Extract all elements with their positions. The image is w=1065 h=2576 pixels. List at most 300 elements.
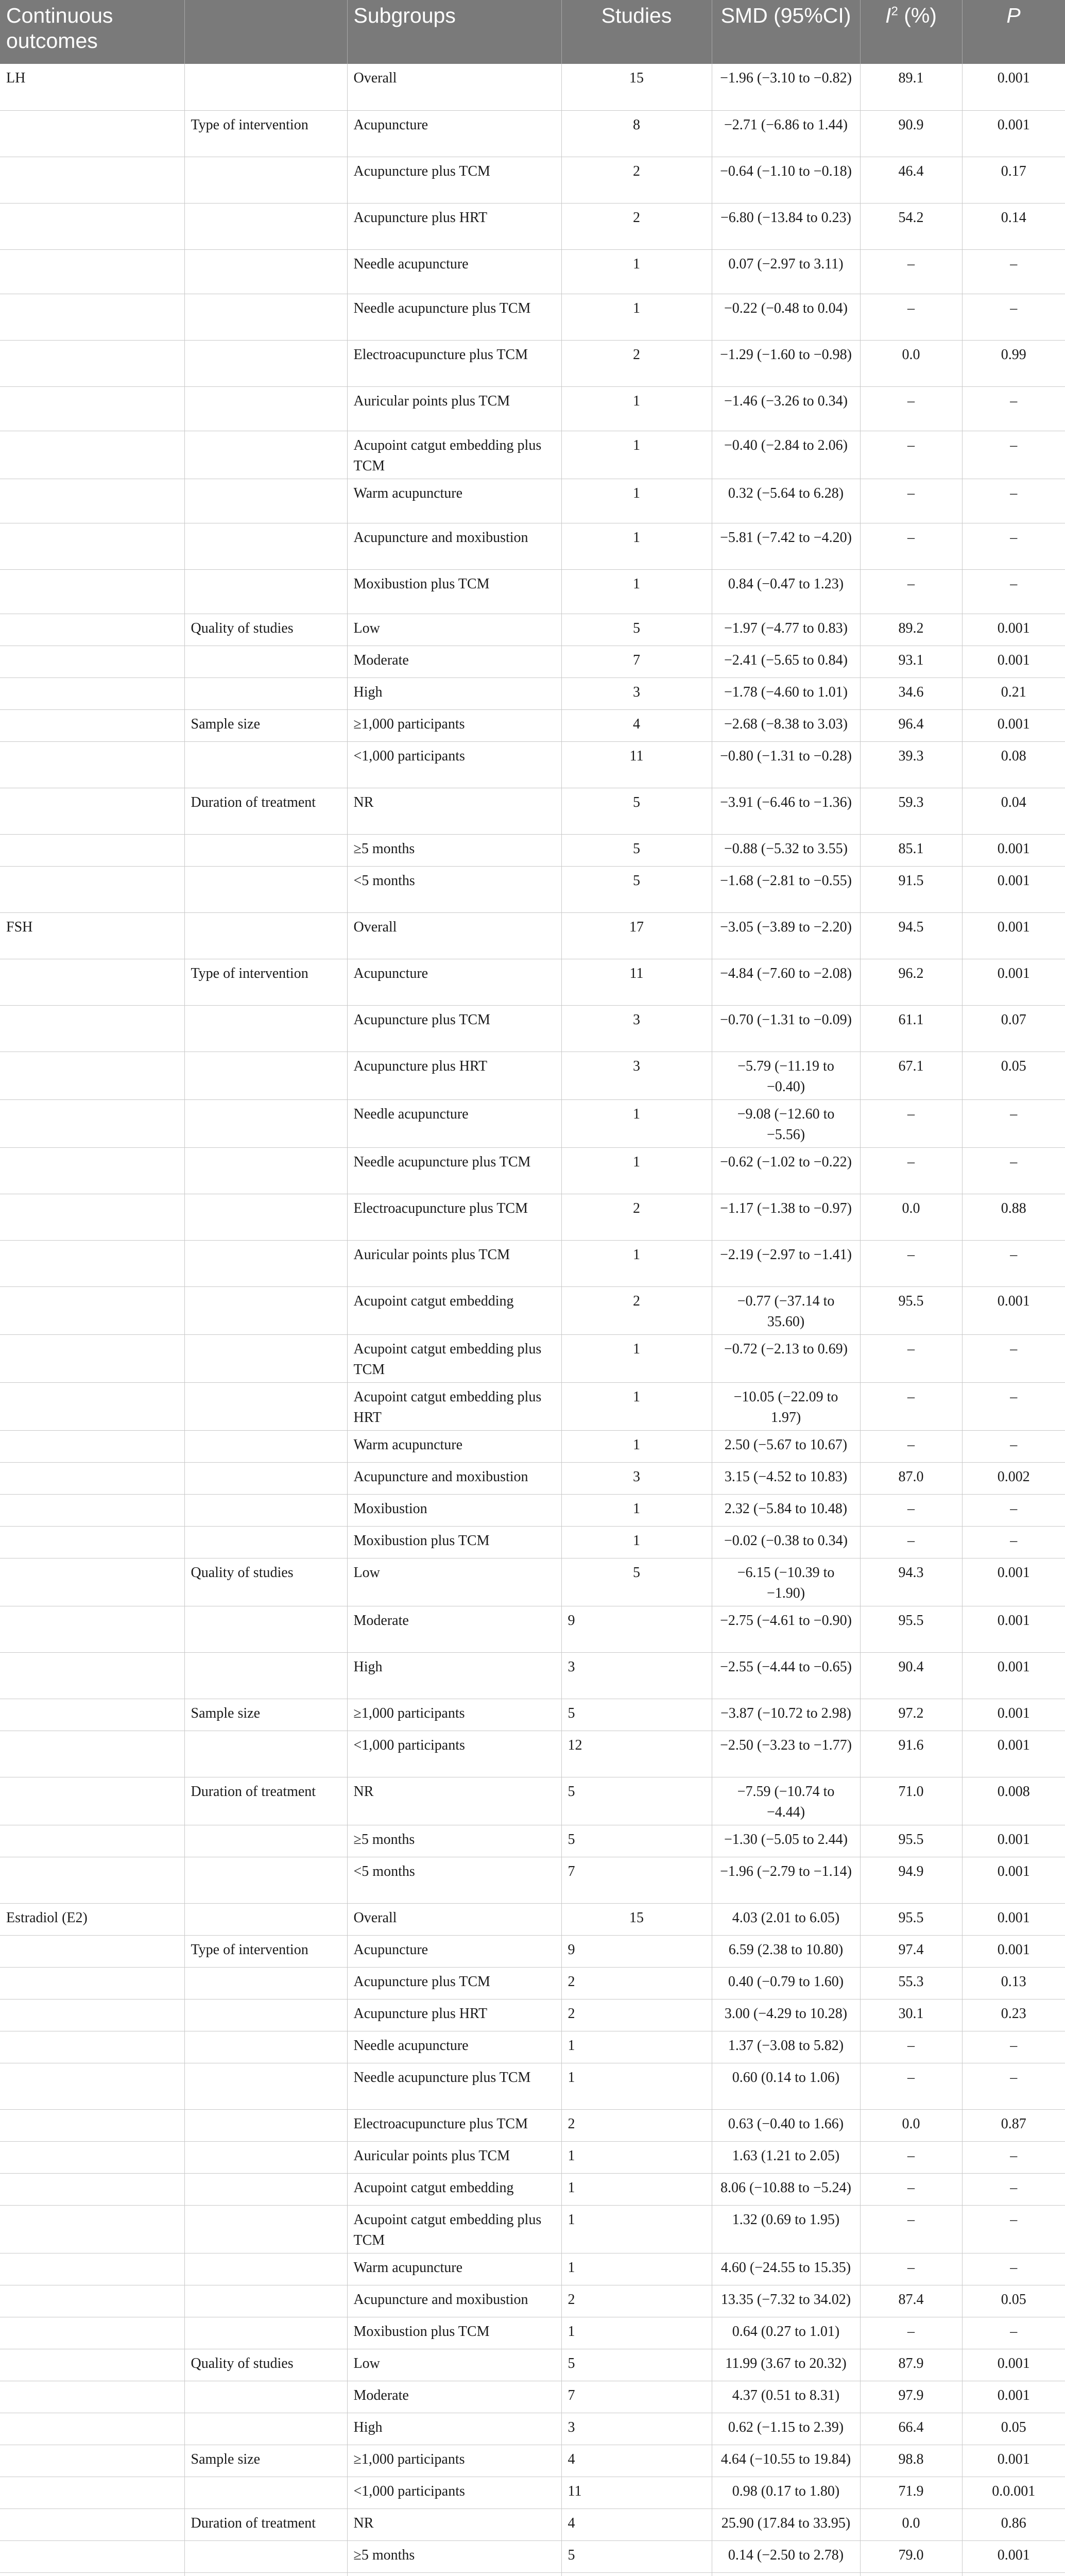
cell-studies: 1	[561, 2317, 712, 2349]
cell-i2: –	[860, 479, 962, 523]
cell-subgroup-category: Type of intervention	[184, 1935, 347, 1967]
cell-studies: 5	[561, 1699, 712, 1731]
cell-outcome	[0, 646, 184, 677]
cell-subgroup: Warm acupuncture	[347, 479, 561, 523]
cell-studies: 1	[561, 2141, 712, 2173]
cell-i2: 94.5	[860, 912, 962, 959]
cell-outcome	[0, 110, 184, 157]
cell-i2: 61.1	[860, 1005, 962, 1052]
table-row	[0, 2381, 1065, 2413]
cell-i2: 54.2	[860, 203, 962, 249]
cell-subgroup-category	[184, 1286, 347, 1334]
cell-subgroup-category	[184, 386, 347, 431]
cell-studies: 4	[561, 2509, 712, 2540]
table-row	[0, 677, 1065, 709]
cell-smd: −1.96 (−3.10 to −0.82)	[712, 64, 860, 110]
cell-p-value: 0.001	[962, 2381, 1065, 2413]
cell-subgroup: Low	[347, 1558, 561, 1606]
table-row	[0, 2445, 1065, 2477]
cell-subgroup: <1,000 participants	[347, 741, 561, 788]
cell-subgroup: Acupoint catgut embedding plus TCM	[347, 2205, 561, 2253]
cell-i2: –	[860, 2173, 962, 2205]
header-i2	[860, 0, 962, 64]
cell-outcome	[0, 866, 184, 912]
table-row	[0, 2349, 1065, 2381]
cell-subgroup: NR	[347, 788, 561, 834]
cell-studies: 1	[561, 1382, 712, 1430]
cell-i2: 95.5	[860, 1903, 962, 1935]
cell-i2: 91.5	[860, 866, 962, 912]
cell-smd: −1.17 (−1.38 to −0.97)	[712, 1194, 860, 1240]
cell-studies: 2	[561, 340, 712, 386]
cell-subgroup-category	[184, 2477, 347, 2509]
cell-p-value: 0.04	[962, 788, 1065, 834]
cell-subgroup: ≥1,000 participants	[347, 709, 561, 741]
cell-studies: 2	[561, 1194, 712, 1240]
cell-p-value: –	[962, 1494, 1065, 1526]
cell-smd: −5.79 (−11.19 to −0.40)	[712, 1052, 860, 1099]
table-row	[0, 1999, 1065, 2031]
cell-smd: 0.63 (−0.40 to 1.66)	[712, 2109, 860, 2141]
cell-smd: −0.62 (−1.02 to −0.22)	[712, 1147, 860, 1194]
cell-outcome	[0, 1558, 184, 1606]
cell-p-value: –	[962, 1099, 1065, 1147]
cell-subgroup-category	[184, 912, 347, 959]
cell-subgroup: Overall	[347, 912, 561, 959]
cell-smd: −7.59 (−10.74 to −4.44)	[712, 1777, 860, 1825]
cell-studies: 5	[561, 866, 712, 912]
cell-p-value: 0.001	[962, 2445, 1065, 2477]
header-i2-superscript: 2	[891, 4, 898, 19]
cell-i2: 0.0	[860, 340, 962, 386]
cell-outcome	[0, 614, 184, 646]
cell-smd: 1.63 (1.21 to 2.05)	[712, 2141, 860, 2173]
cell-p-value: 0.87	[962, 2109, 1065, 2141]
table-row	[0, 523, 1065, 569]
cell-smd: −4.84 (−7.60 to −2.08)	[712, 959, 860, 1005]
cell-i2: 66.4	[860, 2413, 962, 2445]
cell-p-value: –	[962, 523, 1065, 569]
cell-outcome	[0, 788, 184, 834]
table-row	[0, 1462, 1065, 1494]
cell-subgroup: Needle acupuncture plus TCM	[347, 1147, 561, 1194]
cell-i2: 95.5	[860, 1286, 962, 1334]
cell-subgroup: Auricular points plus TCM	[347, 2141, 561, 2173]
cell-outcome	[0, 1777, 184, 1825]
cell-i2: 96.2	[860, 959, 962, 1005]
cell-subgroup-category	[184, 2205, 347, 2253]
cell-i2: –	[860, 2205, 962, 2253]
cell-subgroup: Acupoint catgut embedding	[347, 2173, 561, 2205]
cell-p-value: 0.001	[962, 646, 1065, 677]
cell-p-value: 0.001	[962, 1731, 1065, 1777]
cell-subgroup-category: Quality of studies	[184, 1558, 347, 1606]
cell-p-value: 0.001	[962, 709, 1065, 741]
cell-p-value: –	[962, 1526, 1065, 1558]
cell-outcome	[0, 1935, 184, 1967]
cell-i2: 87.9	[860, 2349, 962, 2381]
cell-p-value: 0.001	[962, 1652, 1065, 1699]
cell-p-value: 0.05	[962, 2413, 1065, 2445]
cell-subgroup-category	[184, 1194, 347, 1240]
cell-outcome	[0, 1005, 184, 1052]
table-row	[0, 2173, 1065, 2205]
cell-outcome	[0, 1286, 184, 1334]
cell-p-value: 0.001	[962, 1935, 1065, 1967]
cell-subgroup: ≥1,000 participants	[347, 1699, 561, 1731]
table-row	[0, 157, 1065, 203]
cell-subgroup: Needle acupuncture	[347, 249, 561, 294]
header-subgroups: Subgroups	[347, 0, 561, 64]
cell-outcome	[0, 1652, 184, 1699]
cell-outcome	[0, 834, 184, 866]
cell-subgroup-category	[184, 203, 347, 249]
table-row	[0, 1240, 1065, 1286]
cell-p-value: 0.001	[962, 2540, 1065, 2572]
table-row	[0, 2572, 1065, 2576]
cell-i2: 79.0	[860, 2540, 962, 2572]
cell-subgroup: ≥5 months	[347, 834, 561, 866]
cell-smd	[712, 2572, 860, 2576]
cell-p-value: 0.86	[962, 2509, 1065, 2540]
cell-subgroup: <5 months	[347, 1857, 561, 1903]
cell-p-value: 0.13	[962, 1967, 1065, 1999]
cell-p-value: 0.0.001	[962, 2477, 1065, 2509]
cell-subgroup: Auricular points plus TCM	[347, 386, 561, 431]
cell-i2: 46.4	[860, 157, 962, 203]
cell-smd: 1.37 (−3.08 to 5.82)	[712, 2031, 860, 2063]
cell-outcome	[0, 2285, 184, 2317]
cell-outcome	[0, 1334, 184, 1382]
header-blank	[184, 0, 347, 64]
cell-subgroup: Acupuncture and moxibustion	[347, 1462, 561, 1494]
cell-subgroup-category	[184, 2285, 347, 2317]
cell-studies: 11	[561, 959, 712, 1005]
cell-subgroup: Moderate	[347, 2381, 561, 2413]
cell-smd: 0.98 (0.17 to 1.80)	[712, 2477, 860, 2509]
cell-outcome	[0, 2109, 184, 2141]
cell-studies: 12	[561, 1731, 712, 1777]
table-row	[0, 1777, 1065, 1825]
cell-subgroup: ≥5 months	[347, 2540, 561, 2572]
cell-smd: −2.55 (−4.44 to −0.65)	[712, 1652, 860, 1699]
cell-subgroup: <5 months	[347, 866, 561, 912]
cell-smd: 0.60 (0.14 to 1.06)	[712, 2063, 860, 2109]
cell-subgroup-category: Type of intervention	[184, 110, 347, 157]
cell-i2: –	[860, 2253, 962, 2285]
table-row	[0, 2285, 1065, 2317]
cell-i2: 59.3	[860, 788, 962, 834]
cell-subgroup-category	[184, 646, 347, 677]
cell-outcome	[0, 677, 184, 709]
table-row	[0, 2063, 1065, 2109]
cell-studies: 15	[561, 64, 712, 110]
cell-smd: −0.70 (−1.31 to −0.09)	[712, 1005, 860, 1052]
cell-smd: −0.88 (−5.32 to 3.55)	[712, 834, 860, 866]
cell-p-value: 0.14	[962, 203, 1065, 249]
cell-i2: –	[860, 569, 962, 614]
cell-p-value: –	[962, 479, 1065, 523]
cell-studies: 3	[561, 1052, 712, 1099]
table-row	[0, 294, 1065, 340]
cell-subgroup: Warm acupuncture	[347, 2253, 561, 2285]
cell-i2: –	[860, 431, 962, 479]
cell-studies: 3	[561, 1652, 712, 1699]
cell-studies: 4	[561, 709, 712, 741]
cell-subgroup: Moderate	[347, 646, 561, 677]
cell-subgroup: Moxibustion	[347, 1494, 561, 1526]
cell-smd: −0.80 (−1.31 to −0.28)	[712, 741, 860, 788]
cell-i2: 90.4	[860, 1652, 962, 1699]
cell-studies: 2	[561, 157, 712, 203]
cell-subgroup-category	[184, 1825, 347, 1857]
cell-subgroup: Auricular points plus TCM	[347, 1240, 561, 1286]
cell-subgroup: Acupuncture plus HRT	[347, 1999, 561, 2031]
cell-outcome	[0, 340, 184, 386]
cell-studies: 1	[561, 1526, 712, 1558]
cell-studies: 1	[561, 386, 712, 431]
cell-outcome	[0, 1494, 184, 1526]
cell-i2: –	[860, 2063, 962, 2109]
cell-p-value: 0.001	[962, 866, 1065, 912]
cell-i2: –	[860, 2141, 962, 2173]
cell-outcome	[0, 1699, 184, 1731]
table-row	[0, 1825, 1065, 1857]
cell-smd: −0.72 (−2.13 to 0.69)	[712, 1334, 860, 1382]
cell-smd: 25.90 (17.84 to 33.95)	[712, 2509, 860, 2540]
cell-subgroup: Acupuncture plus HRT	[347, 203, 561, 249]
table-row	[0, 1005, 1065, 1052]
cell-i2: 55.3	[860, 1967, 962, 1999]
table-row	[0, 2031, 1065, 2063]
cell-p-value: –	[962, 249, 1065, 294]
cell-subgroup-category: Quality of studies	[184, 614, 347, 646]
cell-studies: 1	[561, 523, 712, 569]
table-row	[0, 646, 1065, 677]
header-studies: Studies	[561, 0, 712, 64]
cell-studies: 5	[561, 2540, 712, 2572]
cell-studies: 1	[561, 2031, 712, 2063]
cell-outcome	[0, 386, 184, 431]
cell-subgroup-category: Quality of studies	[184, 2349, 347, 2381]
cell-p-value: 0.21	[962, 677, 1065, 709]
cell-subgroup: Acupuncture and moxibustion	[347, 2285, 561, 2317]
cell-p-value: 0.05	[962, 2285, 1065, 2317]
cell-i2: 30.1	[860, 1999, 962, 2031]
cell-smd: 13.35 (−7.32 to 34.02)	[712, 2285, 860, 2317]
cell-subgroup: Moxibustion plus TCM	[347, 2317, 561, 2349]
cell-p-value: –	[962, 2253, 1065, 2285]
cell-subgroup: Electroacupuncture plus TCM	[347, 1194, 561, 1240]
cell-subgroup-category	[184, 1999, 347, 2031]
cell-smd: 8.06 (−10.88 to −5.24)	[712, 2173, 860, 2205]
cell-smd: 0.40 (−0.79 to 1.60)	[712, 1967, 860, 1999]
cell-subgroup-category	[184, 249, 347, 294]
cell-i2: 95.5	[860, 1825, 962, 1857]
cell-i2: 34.6	[860, 677, 962, 709]
cell-outcome	[0, 2031, 184, 2063]
cell-p-value: –	[962, 2031, 1065, 2063]
cell-p-value: 0.07	[962, 1005, 1065, 1052]
table-row	[0, 1558, 1065, 1606]
cell-smd: 0.07 (−2.97 to 3.11)	[712, 249, 860, 294]
cell-subgroup: NR	[347, 1777, 561, 1825]
table-row	[0, 569, 1065, 614]
cell-i2: 0.0	[860, 2109, 962, 2141]
cell-subgroup: Acupuncture	[347, 1935, 561, 1967]
cell-studies: 5	[561, 1825, 712, 1857]
cell-subgroup: Acupuncture plus TCM	[347, 1005, 561, 1052]
table-row	[0, 959, 1065, 1005]
cell-subgroup-category	[184, 1462, 347, 1494]
cell-studies: 11	[561, 2477, 712, 2509]
cell-smd: −6.80 (−13.84 to 0.23)	[712, 203, 860, 249]
cell-p-value: –	[962, 2063, 1065, 2109]
cell-outcome	[0, 431, 184, 479]
cell-outcome	[0, 2063, 184, 2109]
cell-i2: –	[860, 1147, 962, 1194]
cell-smd: −1.97 (−4.77 to 0.83)	[712, 614, 860, 646]
cell-studies: 2	[561, 1286, 712, 1334]
table-row	[0, 614, 1065, 646]
cell-subgroup-category	[184, 2317, 347, 2349]
table-row	[0, 741, 1065, 788]
cell-smd: 2.32 (−5.84 to 10.48)	[712, 1494, 860, 1526]
cell-smd: 11.99 (3.67 to 20.32)	[712, 2349, 860, 2381]
table-row	[0, 1935, 1065, 1967]
table-row	[0, 1526, 1065, 1558]
cell-i2: 67.1	[860, 1052, 962, 1099]
table-row	[0, 340, 1065, 386]
table-row	[0, 431, 1065, 479]
cell-outcome	[0, 1147, 184, 1194]
cell-smd: 6.59 (2.38 to 10.80)	[712, 1935, 860, 1967]
cell-subgroup-category	[184, 2381, 347, 2413]
cell-smd: −2.41 (−5.65 to 0.84)	[712, 646, 860, 677]
cell-smd: −2.68 (−8.38 to 3.03)	[712, 709, 860, 741]
cell-smd: −0.02 (−0.38 to 0.34)	[712, 1526, 860, 1558]
cell-outcome	[0, 2413, 184, 2445]
table-row	[0, 64, 1065, 110]
cell-subgroup: Needle acupuncture	[347, 2031, 561, 2063]
table-row	[0, 1731, 1065, 1777]
cell-subgroup-category	[184, 1099, 347, 1147]
cell-i2: –	[860, 1099, 962, 1147]
cell-studies: 9	[561, 1606, 712, 1652]
cell-p-value: 0.002	[962, 1462, 1065, 1494]
cell-subgroup-category	[184, 1967, 347, 1999]
cell-p-value: –	[962, 1382, 1065, 1430]
cell-studies: 1	[561, 1147, 712, 1194]
table-row	[0, 1494, 1065, 1526]
cell-subgroup: High	[347, 2413, 561, 2445]
cell-smd: 4.37 (0.51 to 8.31)	[712, 2381, 860, 2413]
table-row	[0, 2509, 1065, 2540]
cell-studies: 5	[561, 1777, 712, 1825]
cell-subgroup-category	[184, 2413, 347, 2445]
cell-studies: 2	[561, 203, 712, 249]
cell-i2: 89.1	[860, 64, 962, 110]
table-row	[0, 1652, 1065, 1699]
cell-p-value: 0.08	[962, 741, 1065, 788]
cell-i2: –	[860, 249, 962, 294]
table-row	[0, 110, 1065, 157]
table-row	[0, 788, 1065, 834]
cell-studies: 1	[561, 431, 712, 479]
cell-outcome	[0, 2173, 184, 2205]
cell-smd: 3.15 (−4.52 to 10.83)	[712, 1462, 860, 1494]
cell-subgroup-category	[184, 2540, 347, 2572]
cell-p-value: –	[962, 2205, 1065, 2253]
cell-studies: 9	[561, 1935, 712, 1967]
cell-studies: 15	[561, 1903, 712, 1935]
cell-outcome	[0, 1430, 184, 1462]
table-row	[0, 249, 1065, 294]
cell-outcome	[0, 2205, 184, 2253]
cell-p-value: –	[962, 386, 1065, 431]
cell-subgroup-category	[184, 1857, 347, 1903]
cell-smd: −0.64 (−1.10 to −0.18)	[712, 157, 860, 203]
header-p-value: P	[962, 0, 1065, 64]
cell-subgroup: Electroacupuncture plus TCM	[347, 2109, 561, 2141]
cell-studies: 5	[561, 614, 712, 646]
cell-smd: −2.75 (−4.61 to −0.90)	[712, 1606, 860, 1652]
cell-subgroup-category	[184, 431, 347, 479]
header-continuous-outcomes: Continuous outcomes	[0, 0, 184, 64]
table-row	[0, 1286, 1065, 1334]
cell-outcome	[0, 709, 184, 741]
cell-studies: 5	[561, 2349, 712, 2381]
cell-outcome	[0, 523, 184, 569]
cell-subgroup-category	[184, 2173, 347, 2205]
table-row	[0, 479, 1065, 523]
cell-studies: 2	[561, 2285, 712, 2317]
table-row	[0, 2477, 1065, 2509]
cell-i2: –	[860, 1382, 962, 1430]
cell-studies: 2	[561, 2109, 712, 2141]
table-row	[0, 834, 1065, 866]
table-row	[0, 2205, 1065, 2253]
cell-subgroup-category	[184, 1005, 347, 1052]
cell-p-value: –	[962, 2141, 1065, 2173]
cell-studies: 1	[561, 569, 712, 614]
cell-subgroup-category	[184, 1240, 347, 1286]
cell-subgroup-category	[184, 1606, 347, 1652]
cell-outcome	[0, 959, 184, 1005]
cell-i2: 71.0	[860, 1777, 962, 1825]
cell-subgroup: Acupoint catgut embedding plus TCM	[347, 1334, 561, 1382]
cell-subgroup-category	[184, 1526, 347, 1558]
cell-subgroup	[347, 2572, 561, 2576]
cell-subgroup-category	[184, 1731, 347, 1777]
cell-studies: 1	[561, 249, 712, 294]
cell-smd: −3.87 (−10.72 to 2.98)	[712, 1699, 860, 1731]
cell-subgroup: Electroacupuncture plus TCM	[347, 340, 561, 386]
cell-subgroup: Acupuncture plus HRT	[347, 1052, 561, 1099]
header-smd: SMD (95%CI)	[712, 0, 860, 64]
cell-outcome	[0, 249, 184, 294]
cell-p-value: 0.001	[962, 110, 1065, 157]
cell-p-value: –	[962, 1240, 1065, 1286]
cell-p-value: 0.001	[962, 1558, 1065, 1606]
cell-subgroup: Overall	[347, 1903, 561, 1935]
table-row	[0, 2317, 1065, 2349]
cell-i2: 71.9	[860, 2477, 962, 2509]
table-row	[0, 1903, 1065, 1935]
cell-subgroup-category	[184, 523, 347, 569]
cell-subgroup-category	[184, 677, 347, 709]
cell-studies: 1	[561, 1240, 712, 1286]
